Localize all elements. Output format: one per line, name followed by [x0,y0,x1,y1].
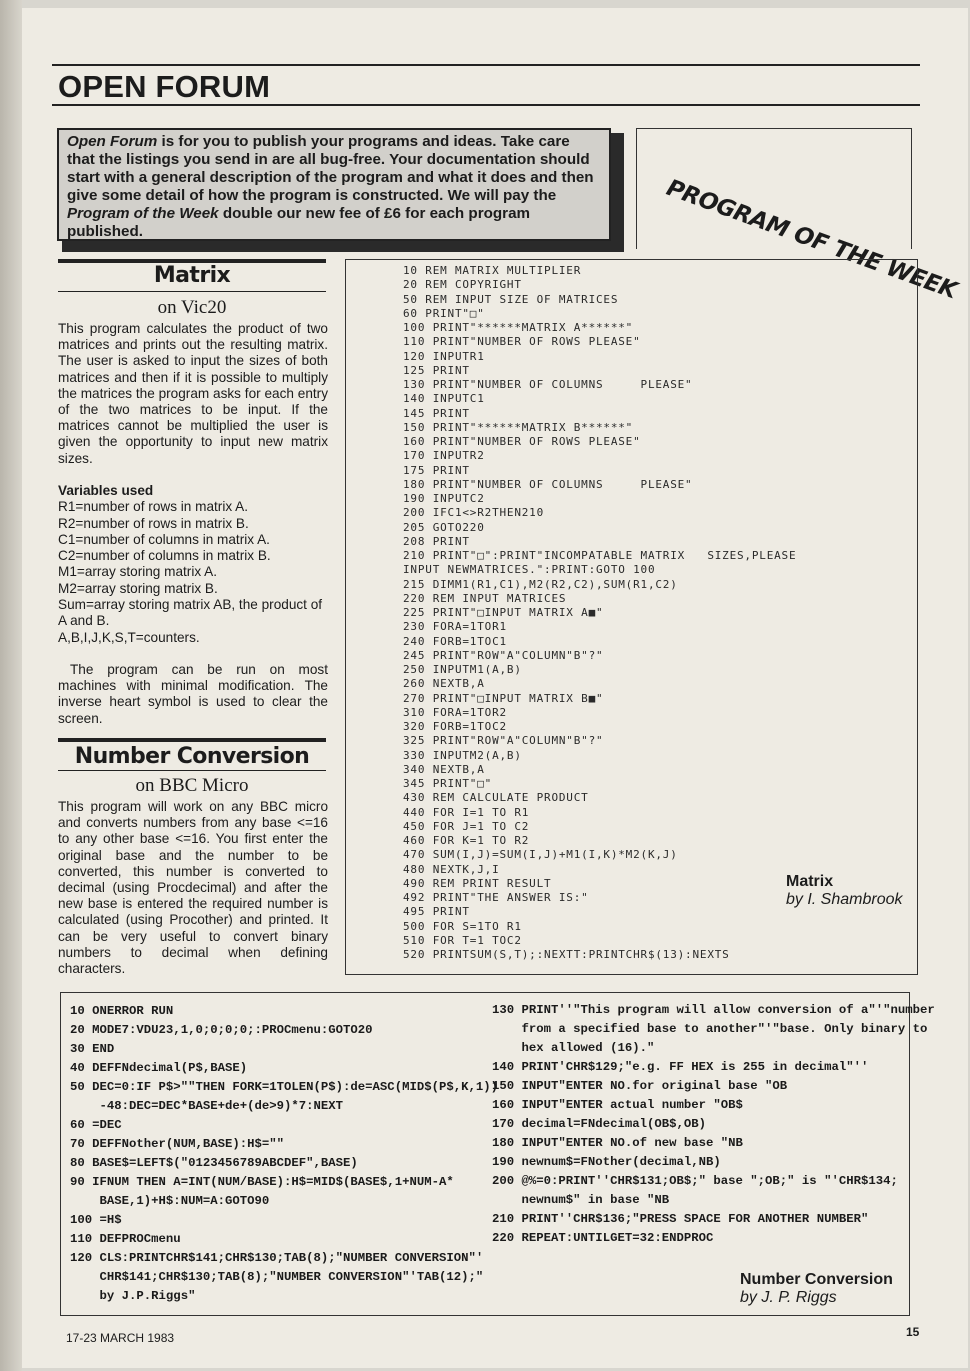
code-line: 150 PRINT"******MATRIX B******" [403,420,634,434]
code-line: 230 FORA=1TOR1 [403,620,507,634]
number-conversion-byline [740,1271,893,1307]
code-line: 495 PRINT [403,905,470,919]
code-line: 180 INPUT"ENTER NO.of new base "NB [492,1136,743,1150]
variable-item: M1=array storing matrix A. [58,564,218,580]
matrix-subtitle: on Vic20 [157,297,227,318]
code-line: CHR$141;CHR$130;TAB(8);"NUMBER CONVERSION"'TAB(12);" [70,1270,484,1284]
code-line: 10 REM MATRIX MULTIPLIER [403,264,582,277]
matrix-note: The program can be run on most machines with minimal modification. The inverse heart symbol is used to clear the screen. [58,662,328,726]
code-line: 325 PRINT"ROW"A"COLUMN"B"?" [403,734,604,748]
number-title-rule-top [58,738,326,742]
code-line: 170 decimal=FNdecimal(OB$,OB) [492,1117,707,1131]
variable-item: M2=array storing matrix B. [58,580,218,596]
magazine-spine-shadow [0,0,22,1371]
header-rule-top [52,64,920,66]
intro-text-2: double our new fee of £6 for each program published. [67,205,531,240]
code-line: 492 PRINT"THE ANSWER IS:" [403,891,589,904]
code-line: 520 PRINTSUM(S,T);:NEXTT:PRINTCHR$(13):NEXTS [403,948,730,961]
code-line: 60 =DEC [70,1118,122,1132]
header-rule-bottom [52,104,920,106]
number-byline-title: Number Conversion [740,1271,893,1288]
code-line: 330 INPUTM2(A,B) [403,748,522,762]
code-line: hex allowed (16)." [492,1041,655,1055]
code-line: 30 END [70,1042,115,1056]
variable-item: R2=number of rows in matrix B. [58,515,249,531]
intro-text-1: is for you to publish your programs and ideas. Take care that the listings you send in are all bug-free. Your documentation should start with a general description of the program and what it does and then give some detail of how the program is constructed. We will pay the [67,133,594,204]
code-line: 120 INPUTR1 [403,349,485,363]
code-line: 240 FORB=1TOC1 [403,634,507,648]
code-line: 245 PRINT"ROW"A"COLUMN"B"?" [403,648,604,662]
code-line: 270 PRINT"□INPUT MATRIX B■" [403,691,604,705]
code-line: INPUT NEWMATRICES.":PRINT:GOTO 100 [403,563,656,577]
code-line: 220 REPEAT:UNTILGET=32:ENDPROC [492,1231,714,1245]
code-line: 70 DEFFNother(NUM,BASE):H$="" [70,1137,285,1151]
variable-item: Sum=array storing matrix AB, the product of A and B. [58,597,323,629]
intro-emphasis: Program of the Week [67,205,219,222]
code-line: newnum$" in base "NB [492,1193,670,1207]
code-line: 225 PRINT"□INPUT MATRIX A■" [403,606,604,619]
code-line: 470 SUM(I,J)=SUM(I,J)+M1(I,K)*M2(K,J) [403,848,678,862]
matrix-title-rule-bottom [58,291,326,292]
code-line: 220 REM INPUT MATRICES [403,591,567,605]
code-line: 260 NEXTB,A [403,677,485,691]
code-line: 250 INPUTM1(A,B) [403,663,522,676]
number-conversion-title: Number Conversion [74,744,310,769]
code-line: 480 NEXTK,J,I [403,862,500,876]
code-line: 200 @%=0:PRINT''CHR$131;OB$;" base ";OB;" is "'CHR$134; [492,1174,898,1188]
code-line: 345 PRINT"□" [403,777,493,790]
matrix-listing [403,264,796,962]
variables-heading: Variables used [58,483,154,498]
code-line: 215 DIMM1(R1,C1),M2(R2,C2),SUM(R1,C2) [403,577,678,591]
code-line: 160 INPUT"ENTER actual number "OB$ [492,1098,743,1112]
code-line: 490 REM PRINT RESULT [403,876,552,890]
code-line: 208 PRINT [403,534,470,548]
code-line: 150 INPUT"ENTER NO.for original base "OB [492,1079,788,1093]
program-of-week-banner: PROGRAM OF THE WEEK [663,175,960,305]
number-conversion-subtitle: on BBC Micro [135,775,249,796]
matrix-byline-author: by I. Shambrook [786,891,903,908]
code-line: -48:DEC=DEC*BASE+de+(de>9)*7:NEXT [70,1099,344,1113]
matrix-title: Matrix [153,263,231,288]
code-line: 130 PRINT''"This program will allow conversion of a"'"number [492,1003,935,1017]
code-line: 60 PRINT"□" [403,306,485,320]
code-line: 110 PRINT"NUMBER OF ROWS PLEASE" [403,335,641,349]
code-line: 430 REM CALCULATE PRODUCT [403,791,589,805]
code-line: 440 FOR I=1 TO R1 [403,805,530,819]
code-line: 205 GOTO220 [403,520,485,534]
code-line: 450 FOR J=1 TO C2 [403,819,530,833]
code-line: BASE,1)+H$:NUM=A:GOTO90 [70,1194,270,1208]
code-line: 145 PRINT [403,406,470,420]
code-line: 160 PRINT"NUMBER OF ROWS PLEASE" [403,435,641,448]
number-conversion-description: This program will work on any BBC micro and converts numbers from any base <=16 to any other base <=16. You first enter the original base and the number to be converted, this number is converted to decimal (using Procdecimal) and after the new base is entered the required number is calculated (using Procother) and printed. It can be very useful to convert binary numbers to decimal when defining characters. [58,799,328,977]
code-line: from a specified base to another"'"base. Only binary to [492,1022,928,1036]
intro-lead: Open Forum [67,133,158,150]
code-line: 100 =H$ [70,1213,122,1227]
code-line: 110 DEFPROCmenu [70,1232,181,1246]
matrix-description: This program calculates the product of two matrices and prints out the resulting matrix. The user is asked to input the sizes of both matrices and then if it is possible to multiply the matrices the program asks for each entry of the two matrices to be input. If the matrices cannot be multiplied the user is given the opportunity to input new matrix sizes. [58,321,328,466]
code-line: 40 DEFFNdecimal(P$,BASE) [70,1061,248,1075]
code-line: 190 INPUTC2 [403,492,485,505]
code-line: 510 FOR T=1 TOC2 [403,933,522,947]
code-line: 500 FOR S=1TO R1 [403,919,522,933]
page-title: OPEN FORUM [58,69,271,104]
variable-item: A,B,I,J,K,S,T=counters. [58,629,200,645]
bbc-listing-left [70,1002,499,1306]
code-line: 90 IFNUM THEN A=INT(NUM/BASE):H$=MID$(BASE$,1+NUM-A* [70,1175,454,1189]
code-line: 130 PRINT"NUMBER OF COLUMNS PLEASE" [403,378,693,391]
page-number: 15 [906,1325,920,1339]
code-line: 50 REM INPUT SIZE OF MATRICES [403,292,619,306]
code-line: 460 FOR K=1 TO R2 [403,834,530,847]
code-line: 50 DEC=0:IF P$>""THEN FORK=1TOLEN(P$):de=ASC(MID$(P$,K,1)) [70,1080,499,1094]
code-line: 100 PRINT"******MATRIX A******" [403,321,634,334]
code-line: 80 BASE$=LEFT$("0123456789ABCDEF",BASE) [70,1156,358,1170]
code-line: 120 CLS:PRINTCHR$141;CHR$130;TAB(8);"NUMBER CONVERSION"' [70,1251,484,1265]
code-line: 140 INPUTC1 [403,392,485,406]
variable-item: C2=number of columns in matrix B. [58,548,271,564]
bbc-listing-right [492,1001,935,1248]
intro-box [57,128,611,241]
code-line: 190 newnum$=FNother(decimal,NB) [492,1155,721,1169]
matrix-byline-title: Matrix [786,873,834,890]
code-line: 340 NEXTB,A [403,762,485,776]
code-line: 170 INPUTR2 [403,449,485,463]
code-line: 20 REM COPYRIGHT [403,278,522,292]
code-line: 210 PRINT"□":PRINT"INCOMPATABLE MATRIX SIZES,PLEASE [403,549,797,562]
issue-date: 17-23 MARCH 1983 [66,1331,175,1345]
number-byline-author: by J. P. Riggs [740,1289,837,1306]
code-line: 180 PRINT"NUMBER OF COLUMNS PLEASE" [403,477,693,491]
code-line: 310 FORA=1TOR2 [403,705,507,719]
code-line: 200 IFC1<>R2THEN210 [403,506,545,520]
number-title-rule-bottom [58,770,326,771]
variable-item: R1=number of rows in matrix A. [58,499,249,515]
code-line: 10 ONERROR RUN [70,1004,174,1018]
code-line: 175 PRINT [403,463,470,477]
code-line: 20 MODE7:VDU23,1,0;0;0;0;:PROCmenu:GOTO20 [70,1023,373,1037]
code-line: 320 FORB=1TOC2 [403,720,507,733]
code-line: 210 PRINT''CHR$136;"PRESS SPACE FOR ANOTHER NUMBER" [492,1212,869,1226]
code-line: 125 PRINT [403,363,470,377]
matrix-variables [58,483,330,646]
matrix-byline [786,873,903,909]
code-line: by J.P.Riggs" [70,1289,196,1303]
code-line: 140 PRINT'CHR$129;"e.g. FF HEX is 255 in decimal"'' [492,1060,869,1074]
variable-item: C1=number of columns in matrix A. [58,531,270,547]
